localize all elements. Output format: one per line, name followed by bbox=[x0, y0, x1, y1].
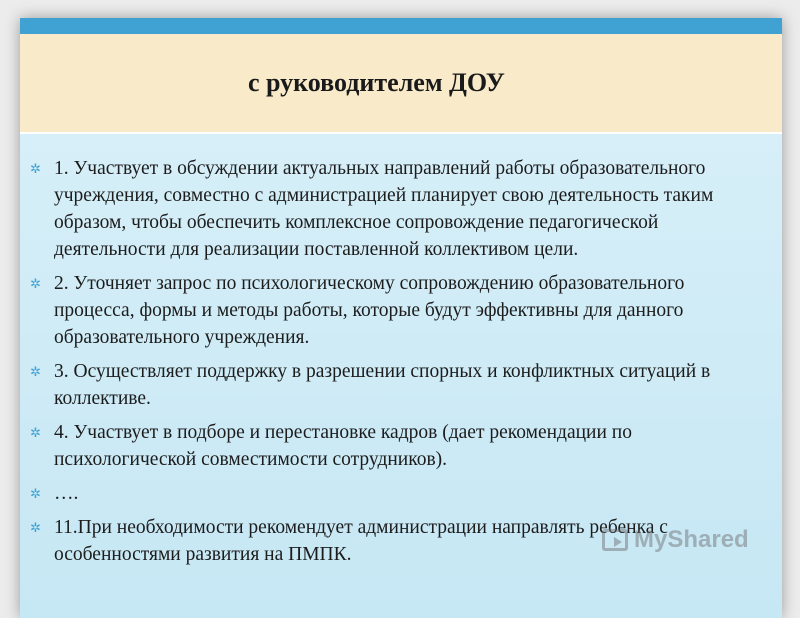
bullet-star-icon: ✲ bbox=[30, 520, 41, 535]
bullet-star-icon: ✲ bbox=[30, 276, 41, 291]
play-icon bbox=[602, 529, 628, 551]
bullet-star-icon: ✲ bbox=[30, 161, 41, 176]
title-band bbox=[20, 34, 782, 132]
watermark-text: MyShared bbox=[634, 526, 749, 553]
slide-top-bar bbox=[20, 18, 782, 34]
list-item-text: 2. Уточняет запрос по психологическому сопровождению образовательного процесса, формы и методы работы, которые будут эффективны для данного образовательного учреждения. bbox=[54, 273, 685, 348]
list-item-text: …. bbox=[54, 483, 79, 504]
list-item bbox=[30, 419, 765, 473]
list-item-text: 1. Участвует в обсуждении актуальных направлений работы образовательного учреждения, совместно с администрацией планирует свою деятельность таким образом, чтобы обеспечить комплексное сопровождение педагогической деятельности для реализации поставленной коллективом цели. bbox=[54, 158, 714, 260]
list-item-text: 4. Участвует в подборе и перестановке кадров (дает рекомендации по психологической совместимости сотрудников). bbox=[54, 422, 632, 470]
bullet-star-icon: ✲ bbox=[30, 486, 41, 501]
bullet-star-icon: ✲ bbox=[30, 364, 41, 379]
list-item bbox=[30, 358, 765, 412]
watermark-logo bbox=[602, 526, 749, 554]
list-item bbox=[30, 480, 765, 507]
bullet-list bbox=[30, 155, 765, 575]
list-item-text: 11.При необходимости рекомендует администрации направлять ребенка с особенностями развития на ПМПК. bbox=[54, 517, 668, 565]
slide-title: с руководителем ДОУ bbox=[248, 68, 505, 97]
list-item bbox=[30, 270, 765, 351]
list-item bbox=[30, 155, 765, 263]
bullet-star-icon: ✲ bbox=[30, 425, 41, 440]
list-item-text: 3. Осуществляет поддержку в разрешении спорных и конфликтных ситуаций в коллективе. bbox=[54, 361, 711, 409]
